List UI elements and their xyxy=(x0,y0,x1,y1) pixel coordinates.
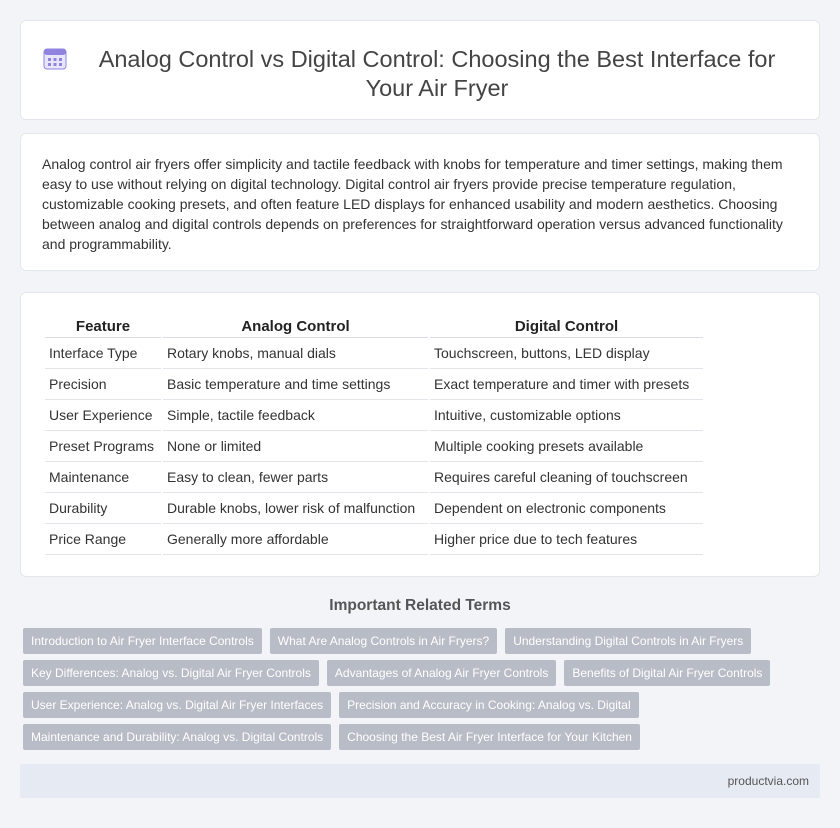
table-cell-feature: Interface Type xyxy=(45,338,161,369)
table-cell-feature: Price Range xyxy=(45,524,161,555)
table-cell-digital: Requires careful cleaning of touchscreen xyxy=(430,462,703,493)
related-term-tag[interactable]: Maintenance and Durability: Analog vs. Digital Controls xyxy=(23,724,331,750)
related-term-tag[interactable]: Key Differences: Analog vs. Digital Air Fryer Controls xyxy=(23,660,319,686)
table-cell-analog: Generally more affordable xyxy=(163,524,428,555)
table-cell-analog: Basic temperature and time settings xyxy=(163,369,428,400)
table-row xyxy=(45,431,703,462)
tag-row xyxy=(23,628,803,654)
table-cell-feature: User Experience xyxy=(45,400,161,431)
table-cell-digital: Exact temperature and timer with presets xyxy=(430,369,703,400)
page-title: Analog Control vs Digital Control: Choosing the Best Interface for Your Air Fryer xyxy=(98,46,776,101)
comparison-table xyxy=(43,316,705,555)
table-cell-analog: Rotary knobs, manual dials xyxy=(163,338,428,369)
table-row xyxy=(45,493,703,524)
title-card xyxy=(20,20,820,120)
related-term-tag[interactable]: Advantages of Analog Air Fryer Controls xyxy=(327,660,556,686)
table-cell-digital: Intuitive, customizable options xyxy=(430,400,703,431)
comparison-table-card xyxy=(20,292,820,577)
table-row xyxy=(45,400,703,431)
related-term-tag[interactable]: Benefits of Digital Air Fryer Controls xyxy=(564,660,770,686)
tag-row xyxy=(23,724,803,750)
related-term-tag[interactable]: Introduction to Air Fryer Interface Controls xyxy=(23,628,262,654)
related-term-tag[interactable]: Precision and Accuracy in Cooking: Analog vs. Digital xyxy=(339,692,638,718)
table-cell-feature: Preset Programs xyxy=(45,431,161,462)
table-cell-digital: Touchscreen, buttons, LED display xyxy=(430,338,703,369)
intro-paragraph: Analog control air fryers offer simplicity and tactile feedback with knobs for temperature and timer settings, making them easy to use without relying on digital technology. Digital control air fryers provide precise temperature regulation, customizable cooking presets, and often feature LED displays for enhanced usability and modern aesthetics. Choosing between analog and digital controls depends on preferences for straightforward operation versus advanced functionality and programmability. xyxy=(42,156,783,252)
tag-row xyxy=(23,692,803,718)
related-terms-list xyxy=(23,628,803,756)
intro-card xyxy=(20,133,820,271)
related-term-tag[interactable]: What Are Analog Controls in Air Fryers? xyxy=(270,628,497,654)
table-row xyxy=(45,369,703,400)
related-terms-heading: Important Related Terms xyxy=(329,597,511,614)
related-term-tag[interactable]: Understanding Digital Controls in Air Fryers xyxy=(505,628,751,654)
related-term-tag[interactable]: Choosing the Best Air Fryer Interface for Your Kitchen xyxy=(339,724,640,750)
tag-row xyxy=(23,660,803,686)
footer-site-link[interactable]: productvia.com xyxy=(727,774,809,788)
table-cell-analog: None or limited xyxy=(163,431,428,462)
table-cell-analog: Durable knobs, lower risk of malfunction xyxy=(163,493,428,524)
table-header-row xyxy=(45,316,703,338)
table-row xyxy=(45,524,703,555)
column-header-feature: Feature xyxy=(45,316,161,338)
table-row xyxy=(45,462,703,493)
related-term-tag[interactable]: User Experience: Analog vs. Digital Air Fryer Interfaces xyxy=(23,692,331,718)
table-cell-analog: Easy to clean, fewer parts xyxy=(163,462,428,493)
table-cell-feature: Durability xyxy=(45,493,161,524)
table-cell-digital: Higher price due to tech features xyxy=(430,524,703,555)
column-header-digital: Digital Control xyxy=(430,316,703,338)
table-row xyxy=(45,338,703,369)
table-cell-analog: Simple, tactile feedback xyxy=(163,400,428,431)
table-cell-digital: Multiple cooking presets available xyxy=(430,431,703,462)
table-cell-feature: Precision xyxy=(45,369,161,400)
footer xyxy=(20,764,820,798)
table-cell-feature: Maintenance xyxy=(45,462,161,493)
column-header-analog: Analog Control xyxy=(163,316,428,338)
table-cell-digital: Dependent on electronic components xyxy=(430,493,703,524)
